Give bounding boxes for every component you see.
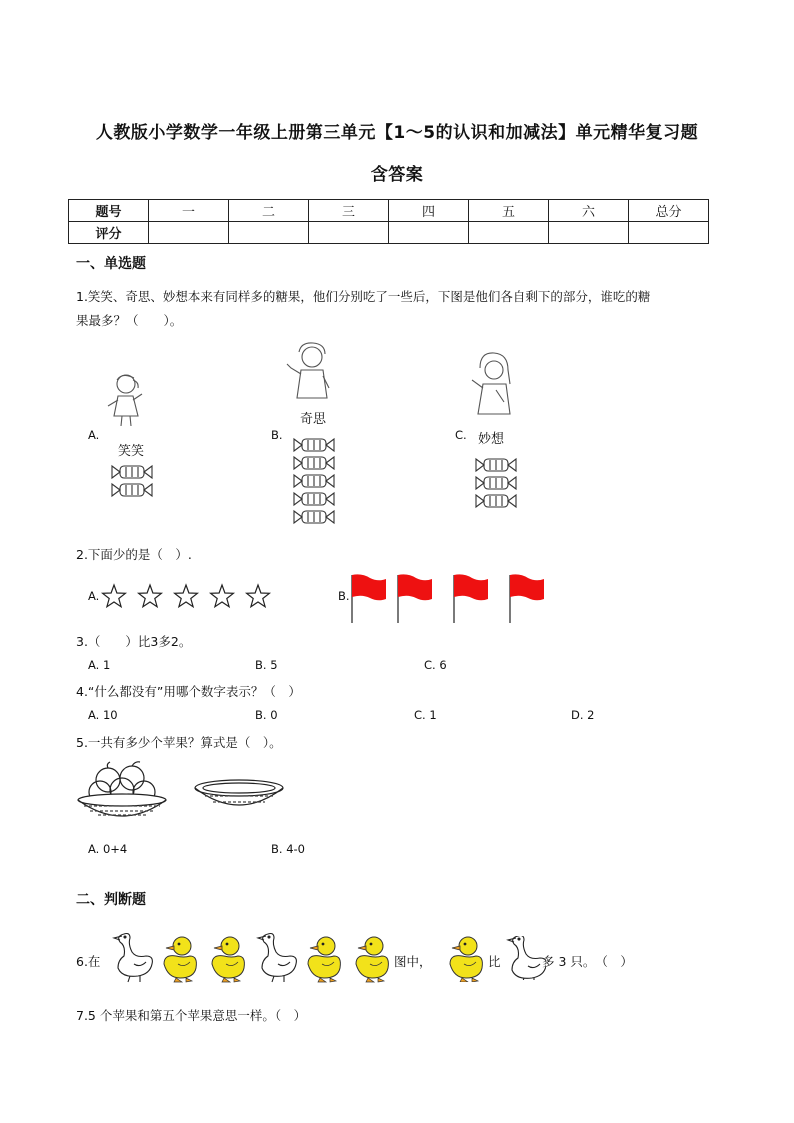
girl-xiaoxiao-icon <box>100 368 150 434</box>
empty-bowl-icon <box>193 776 285 816</box>
candy-icon <box>294 457 334 469</box>
goose-icon <box>508 936 546 980</box>
q2-flags <box>350 573 550 625</box>
score-cell[interactable] <box>389 222 469 244</box>
q1-option-c-figure <box>468 350 518 422</box>
red-flag-icon <box>398 574 432 623</box>
score-header-cell: 五 <box>469 200 549 222</box>
duck-icon <box>356 937 388 982</box>
girl-miaoxiang-icon <box>468 350 518 422</box>
duck-icon <box>164 937 196 982</box>
candy-icon <box>112 484 152 496</box>
q6-goose-object <box>506 936 546 980</box>
red-flag-icon <box>352 574 386 623</box>
candy-icon <box>294 511 334 523</box>
candy-icon <box>476 495 516 507</box>
q3-option-b[interactable]: B. 5 <box>255 658 278 672</box>
score-cell[interactable] <box>229 222 309 244</box>
star-icon <box>103 585 126 607</box>
q6-suffix: 多 3 只。 （ ） <box>542 954 633 969</box>
q2-option-a-letter[interactable]: A. <box>88 589 100 603</box>
q2-stars <box>100 582 280 612</box>
q5-option-a[interactable]: A. 0+4 <box>88 842 128 856</box>
q1-option-a-letter[interactable]: A. <box>88 428 100 442</box>
q4-option-c[interactable]: C. 1 <box>414 708 437 722</box>
candy-icon <box>294 475 334 487</box>
q1-option-b-candies <box>292 435 336 527</box>
flag-row-icon <box>350 573 550 625</box>
q6-bi-text: 比 <box>488 954 501 969</box>
candy-icon <box>294 493 334 505</box>
q2-option-b-letter[interactable]: B. <box>338 589 350 603</box>
bird-row-icon <box>108 930 394 986</box>
q1-option-c-candies <box>474 455 518 511</box>
q6-duck-subject <box>444 934 486 982</box>
goose-icon <box>258 934 296 983</box>
q6-mid-text: 图中， <box>394 954 432 969</box>
duck-icon <box>450 937 482 982</box>
section2-heading: 二、判断题 <box>76 892 146 908</box>
q1-option-b-letter[interactable]: B. <box>271 428 283 442</box>
score-header-cell: 题号 <box>69 200 149 222</box>
goose-icon <box>506 936 546 980</box>
q1-text-line1: 1.笑笑、奇思、妙想本来有同样多的糖果，他们分别吃了一些后，下图是他们各自剩下的部分，谁吃的糖 <box>76 289 651 304</box>
q1-option-a-figure <box>100 368 150 434</box>
q4-option-a[interactable]: A. 10 <box>88 708 118 722</box>
score-cell[interactable] <box>549 222 629 244</box>
candy-stack-icon <box>110 462 154 498</box>
candy-stack-icon <box>474 455 518 511</box>
q6-prefix: 6.在 <box>76 954 101 969</box>
goose-icon <box>114 934 152 983</box>
score-row-label: 评分 <box>69 222 149 244</box>
q2-text: 2.下面少的是（ ）. <box>76 547 192 562</box>
score-cell[interactable] <box>149 222 229 244</box>
q4-option-d[interactable]: D. 2 <box>571 708 595 722</box>
q5-option-b[interactable]: B. 4-0 <box>271 842 305 856</box>
star-row-icon <box>100 582 280 612</box>
q1-option-c-letter[interactable]: C. <box>455 428 467 442</box>
q7-text: 7.5 个苹果和第五个苹果意思一样。（ ） <box>76 1008 307 1023</box>
star-icon <box>139 585 162 607</box>
q1-option-b-figure <box>285 340 337 406</box>
score-table-header-row <box>69 200 709 222</box>
candy-stack-icon <box>292 435 336 527</box>
q3-option-c[interactable]: C. 6 <box>424 658 447 672</box>
score-header-cell: 三 <box>309 200 389 222</box>
q4-text: 4.“什么都没有”用哪个数字表示？（ ） <box>76 684 301 699</box>
score-header-cell: 一 <box>149 200 229 222</box>
candy-icon <box>476 459 516 471</box>
candy-icon <box>112 466 152 478</box>
q1-option-c-name: 妙想 <box>478 432 505 447</box>
star-icon <box>211 585 234 607</box>
candy-icon <box>476 477 516 489</box>
score-cell[interactable] <box>629 222 709 244</box>
duck-icon <box>212 937 244 982</box>
q4-option-b[interactable]: B. 0 <box>255 708 278 722</box>
score-header-cell: 四 <box>389 200 469 222</box>
document-title-line1: 人教版小学数学一年级上册第三单元【1～5的认识和加减法】单元精华复习题 <box>95 123 699 143</box>
score-cell[interactable] <box>469 222 549 244</box>
q1-option-a-name: 笑笑 <box>118 444 145 459</box>
score-table <box>68 199 709 244</box>
q1-option-a-candies <box>110 462 154 498</box>
q1-text-line2: 果最多？（ ）。 <box>76 313 183 328</box>
q6-bird-sequence <box>108 930 394 986</box>
duck-icon <box>308 937 340 982</box>
section1-heading: 一、单选题 <box>76 256 146 272</box>
q3-option-a[interactable]: A. 1 <box>88 658 111 672</box>
candy-icon <box>294 439 334 451</box>
duck-icon <box>444 934 486 982</box>
star-icon <box>175 585 198 607</box>
red-flag-icon <box>454 574 488 623</box>
star-icon <box>247 585 270 607</box>
score-table-score-row <box>69 222 709 244</box>
document-title-line2: 含答案 <box>370 165 424 185</box>
score-header-cell: 六 <box>549 200 629 222</box>
q1-option-b-name: 奇思 <box>300 412 327 427</box>
score-header-cell: 总分 <box>629 200 709 222</box>
boy-qisi-icon <box>285 340 337 406</box>
apple-bowl-icon <box>76 760 168 822</box>
q5-text: 5.一共有多少个苹果？算式是（ ）。 <box>76 735 282 750</box>
score-header-cell: 二 <box>229 200 309 222</box>
red-flag-icon <box>510 574 544 623</box>
score-cell[interactable] <box>309 222 389 244</box>
q5-apple-bowl-empty <box>193 776 285 816</box>
q5-apple-bowl-full <box>76 760 168 822</box>
q3-text: 3.（ ）比3多2。 <box>76 634 192 649</box>
